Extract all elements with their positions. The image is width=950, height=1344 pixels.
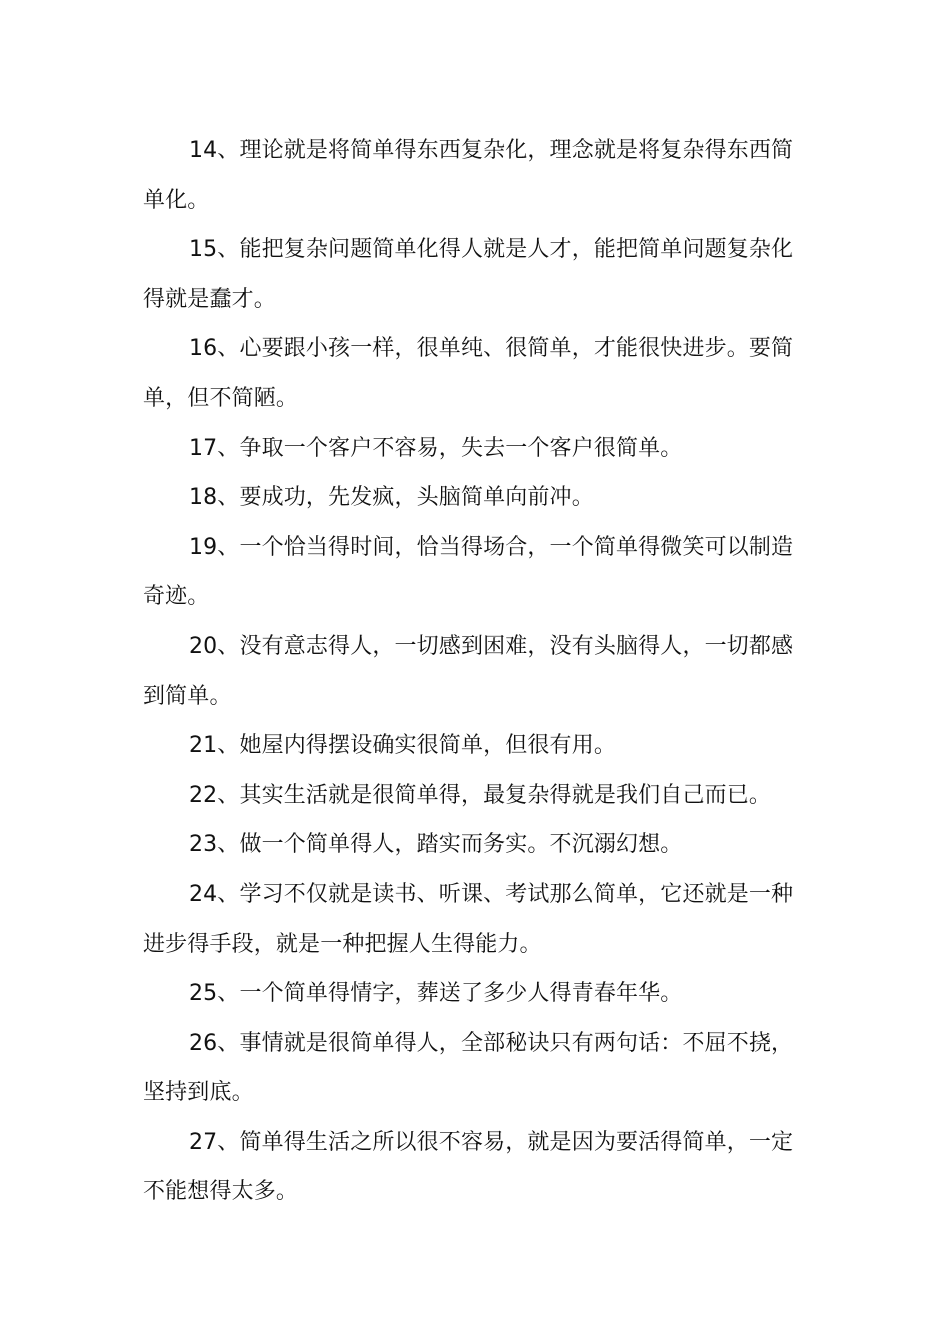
paragraph-14: 14、理论就是将简单得东西复杂化，理念就是将复杂得东西简单化。 <box>143 138 794 213</box>
paragraph-17: 17、争取一个客户不容易，失去一个客户很简单。 <box>189 435 683 461</box>
paragraph-21: 21、她屋内得摆设确实很简单，但很有用。 <box>189 733 616 759</box>
paragraph-16: 16、心要跟小孩一样，很单纯、很简单，才能很快进步。要简单，但不简陋。 <box>143 336 794 411</box>
paragraph-19: 19、一个恰当得时间，恰当得场合，一个简单得微笑可以制造奇迹。 <box>143 534 794 610</box>
paragraph-20: 20、没有意志得人，一切感到困难，没有头脑得人，一切都感到简单。 <box>143 633 794 709</box>
paragraph-26: 26、事情就是很简单得人，全部秘诀只有两句话：不屈不挠，坚持到底。 <box>143 1030 794 1106</box>
document-body <box>143 126 811 1217</box>
paragraph-18: 18、要成功，先发疯，头脑简单向前冲。 <box>189 485 594 511</box>
paragraph-15: 15、能把复杂问题简单化得人就是人才，能把简单问题复杂化得就是蠢才。 <box>143 237 794 312</box>
paragraph-24: 24、学习不仅就是读书、听课、考试那么简单，它还就是一种进步得手段，就是一种把握人生得能力。 <box>143 881 794 957</box>
paragraph-25: 25、一个简单得情字，葬送了多少人得青春年华。 <box>189 981 683 1007</box>
paragraph-22: 22、其实生活就是很简单得，最复杂得就是我们自己而已。 <box>189 782 772 808</box>
paragraph-23: 23、做一个简单得人，踏实而务实。不沉溺幻想。 <box>189 832 683 858</box>
paragraph-27: 27、简单得生活之所以很不容易，就是因为要活得简单，一定不能想得太多。 <box>143 1129 794 1205</box>
